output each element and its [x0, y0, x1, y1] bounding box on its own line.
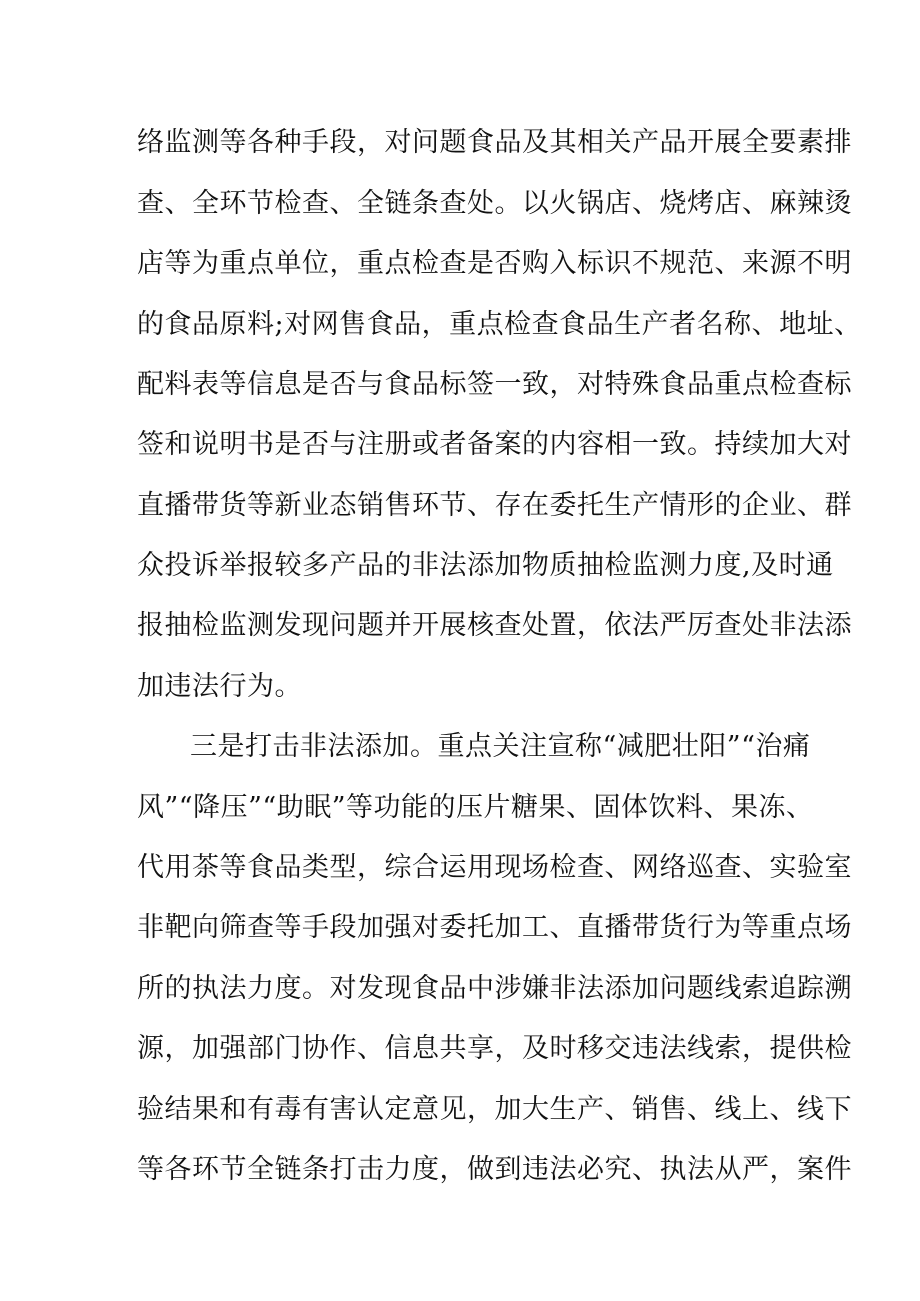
text-line: 众投诉举报较多产品的非法添加物质抽检监测力度,及时通 — [137, 550, 834, 581]
text-line: 报抽检监测发现问题并开展核查处置，依法严厉查处非法添 — [137, 610, 852, 641]
text-line: 源，加强部门协作、信息共享，及时移交违法线索，提供检 — [137, 1033, 852, 1064]
text-line: 验结果和有毒有害认定意见，加大生产、销售、线上、线下 — [137, 1094, 852, 1125]
text-line: 查、全环节检查、全链条查处。以火锅店、烧烤店、麻辣烫 — [137, 188, 852, 219]
text-line: 配料表等信息是否与食品标签一致，对特殊食品重点检查标 — [137, 369, 852, 400]
text-line: 等各环节全链条打击力度，做到违法必究、执法从严，案件 — [137, 1154, 852, 1185]
text-line: 非靶向筛查等手段加强对委托加工、直播带货行为等重点场 — [137, 912, 852, 943]
text-line: 风”“降压”“助眠”等功能的压片糖果、固体饮料、果冻、 — [137, 792, 814, 823]
paragraph-first-line: 三是打击非法添加。重点关注宣称“减肥壮阳”“治痛 — [190, 731, 811, 762]
text-line: 的食品原料;对网售食品，重点检查食品生产者名称、地址、 — [137, 309, 862, 340]
text-line: 加违法行为。 — [137, 671, 302, 702]
text-line: 店等为重点单位，重点检查是否购入标识不规范、来源不明 — [137, 248, 852, 279]
text-line: 代用茶等食品类型，综合运用现场检查、网络巡查、实验室 — [137, 852, 852, 883]
text-line: 直播带货等新业态销售环节、存在委托生产情形的企业、群 — [137, 490, 852, 521]
text-line: 络监测等各种手段，对问题食品及其相关产品开展全要素排 — [137, 127, 852, 158]
text-line: 签和说明书是否与注册或者备案的内容相一致。持续加大对 — [137, 429, 852, 460]
text-line: 所的执法力度。对发现食品中涉嫌非法添加问题线索追踪溯 — [137, 973, 852, 1004]
